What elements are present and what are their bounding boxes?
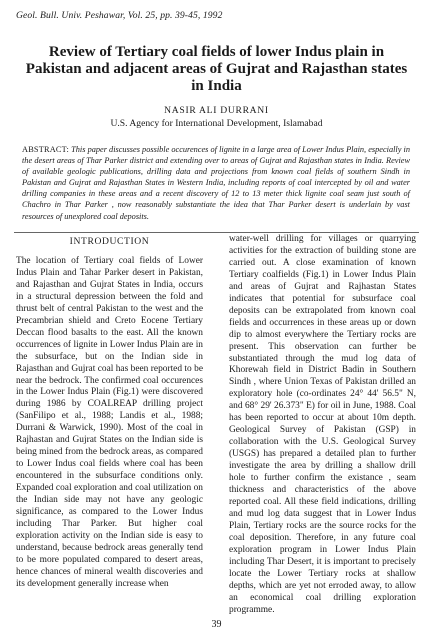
author-name: NASIR ALI DURRANI (164, 105, 269, 116)
body-column-right: water-well drilling for villages or quarrying activities for the extraction of building stone are carried out. A close examination of known Tertiary coalfields (Fig.1) in Lower Indus Plain and areas of Gujrat and Rajhastan States indicates that potential for subsurface coal deposits can be extrapolated from known coal fields and occurrences in these areas up or down dip to almost everywhere the Tertiary rocks are present. This observation can further be substantiated through the mud log data of Khorewah field in District Badin in Southern Sindh , where Union Texas of Pakistan drilled an exploratory hole (co-ordinates 24° 44' 56.5" N, and 68° 29' 26.373" E) for oil in June, 1988. Coal has been reported to occur at about 10m depth. Geological Survey of Pakistan (GSP) in collaboration with the U.S. Geological Survey (USGS) has prepared a detailed plan to further investigate the area by drilling a shallow drill hole to further confirm the existance , seam thickness and characteristics of the above reported coal. All these field indications, drilling and mud log data suggest that in Lower Indus Plain, Tertiary rocks are the source rocks for the coal deposition. Therefore, in any future coal exploration program in Lower Indus Plain including Thar Desert, it is important to precisely locate the Lower Tertiary rocks at shallow depths, which are yet not erroded away, to allow an economical coal drilling exploration programme. (229, 234, 416, 615)
page-number: 39 (211, 619, 222, 630)
body-column-left: The location of Tertiary coal fields of Lower Indus Plain and Tahar Parker desert in Pakistan, and Rajasthan and Gujrat States in India, occurs in a structural depression between the fold and thrust belt of central Pakistan to the west and the Precambrian shield and Creto Eocene Tertiary Deccan flood basalts to the east. All the known occurrences of lignite in Lower Indus Plain are in the subsurface, but on the Indian side in Rajasthan and Gujrat coal has been reported to be near the bedrock. The confirmed coal occurences in the Lower Indus Plain (Fig.1) were discovered during 1986 by COALREAP drilling project (SanFilipo et al., 1988; Landis et al., 1988; Durrani & Warwick, 1990). Most of the coal in Rajhastan and Gujrat States on the Indian side is being mined from the bedrock areas, as compared to Lower Indus coal fields where coal has been encountered in the subsurface conditions only. Expanded coal exploration and coal utilization on the Indian side may not have any geologic significance, as compared to the Lower Indus including Thar Parker. But higher coal exploration activity on the Indian side is easy to understand, because bedrock areas generally tend to be more populated compared to desert areas, hence chances of mineral wealth discoveries and its development generally increase when (16, 256, 203, 589)
title-line-1: Review of Tertiary coal fields of lower Indus plain in (48, 44, 385, 60)
author-affiliation: U.S. Agency for International Development, Islamabad (110, 118, 323, 129)
paper-title (12, 44, 421, 95)
abstract (22, 144, 410, 222)
abstract-text: This paper discusses possible occurences of lignite in a large area of Lower Indus Plain, especially in the desert areas of Thar Parker district and extending over to areas of Gujrat and Rajasthan states in India. Review of available geologic publications, drilling data and projections from known coal fields of southern Sindh in Pakistan and Gujrat and Rajasthan States in Western India, including reports of coal intercepted by oil and water drilling companies in these areas and a recent discovery of 12 to 13 meter thick lignite coal seam just south of Chachro in Thar Parker , now reasonably substantiate the idea that Thar Parker desert is underlain by vast resources of unexplored coal deposits. (22, 145, 410, 221)
section-heading: INTRODUCTION (69, 236, 150, 247)
title-line-2: Pakistan and adjacent areas of Gujrat and Rajasthan states (25, 61, 408, 77)
journal-citation: Geol. Bull. Univ. Peshawar, Vol. 25, pp. 39-45, 1992 (16, 10, 223, 21)
title-line-3: in India (191, 78, 242, 94)
abstract-label: ABSTRACT: (22, 145, 70, 154)
abstract-divider (14, 232, 419, 233)
